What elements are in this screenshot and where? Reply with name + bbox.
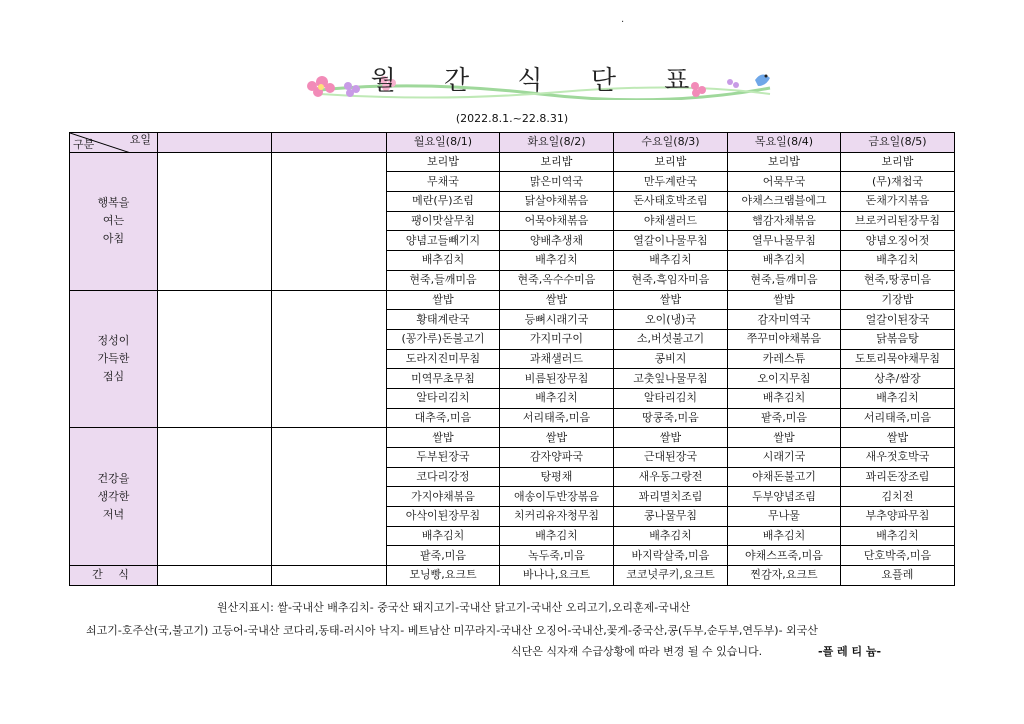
origin-line-2: 쇠고기-호주산(국,불고기) 고등어-국내산 코다리,동태-러시아 낙지- 베트남산 미꾸라지-국내산 오징어-국내산,꽃게-중국산,콩(두부,순두부,연두부)- 외국산 bbox=[86, 624, 818, 637]
empty-cell bbox=[158, 290, 272, 428]
meal-label-line: 정성이 bbox=[97, 333, 130, 347]
menu-item: 대추죽,미음 bbox=[387, 408, 500, 428]
menu-item: 알타리김치 bbox=[387, 388, 500, 408]
menu-item: 야채돈불고기 bbox=[728, 467, 841, 487]
snack-item: 모닝빵,요크트 bbox=[387, 566, 500, 586]
menu-item: 쭈꾸미야채볶음 bbox=[728, 329, 841, 349]
day-header: 화요일(8/2) bbox=[500, 133, 614, 153]
menu-item: 쌀밥 bbox=[728, 428, 841, 448]
menu-item: 쌀밥 bbox=[728, 290, 841, 310]
menu-item: 야채샐러드 bbox=[614, 211, 728, 231]
menu-item: 아삭이된장무침 bbox=[387, 507, 500, 527]
notice-text: 식단은 식자재 수급상황에 따라 변경 될 수 있습니다. bbox=[511, 645, 763, 658]
menu-item: 근대된장국 bbox=[614, 448, 728, 468]
empty-header-cell bbox=[272, 133, 387, 153]
menu-item: 감자미역국 bbox=[728, 310, 841, 330]
signature: -플 레 티 늄- bbox=[818, 645, 882, 658]
menu-item: 현죽,땅콩미음 bbox=[841, 270, 955, 290]
menu-item: 미역무초무침 bbox=[387, 369, 500, 389]
meal-label-line: 가득한 bbox=[97, 351, 130, 365]
menu-item: 두부된장국 bbox=[387, 448, 500, 468]
breakfast-row bbox=[70, 152, 955, 172]
menu-item: 열무나물무침 bbox=[728, 231, 841, 251]
snack-item: 찐감자,요크트 bbox=[728, 566, 841, 586]
menu-item: 기장밥 bbox=[841, 290, 955, 310]
snack-item: 요플레 bbox=[841, 566, 955, 586]
menu-item: 양념오징어젓 bbox=[841, 231, 955, 251]
menu-item: 과채샐러드 bbox=[500, 349, 614, 369]
menu-item: 배추김치 bbox=[500, 251, 614, 271]
menu-item: 양념고들빼기지 bbox=[387, 231, 500, 251]
menu-item: 바지락살죽,미음 bbox=[614, 546, 728, 566]
menu-item: 배추김치 bbox=[841, 388, 955, 408]
menu-item: 시래기국 bbox=[728, 448, 841, 468]
menu-item: 애송이두반장볶음 bbox=[500, 487, 614, 507]
title-banner bbox=[300, 58, 780, 100]
menu-item: 치커리유자청무침 bbox=[500, 507, 614, 527]
menu-item: 배추김치 bbox=[614, 526, 728, 546]
menu-item: 도라지진미무침 bbox=[387, 349, 500, 369]
menu-item: 서리태죽,미음 bbox=[841, 408, 955, 428]
menu-item: 돈채가지볶음 bbox=[841, 192, 955, 212]
menu-item: 현죽,흑임자미음 bbox=[614, 270, 728, 290]
menu-item: 배추김치 bbox=[500, 388, 614, 408]
menu-item: 꽈리돈장조림 bbox=[841, 467, 955, 487]
menu-item: (무)재첩국 bbox=[841, 172, 955, 192]
menu-item: 알타리김치 bbox=[614, 388, 728, 408]
menu-item: 코다리강정 bbox=[387, 467, 500, 487]
menu-item: 보리밥 bbox=[728, 152, 841, 172]
menu-item: 쌀밥 bbox=[500, 290, 614, 310]
stray-dot: . bbox=[621, 14, 625, 25]
meal-label-line: 아침 bbox=[102, 232, 125, 246]
menu-item: 녹두죽,미음 bbox=[500, 546, 614, 566]
menu-item: 쌀밥 bbox=[614, 290, 728, 310]
menu-item: 쌀밥 bbox=[841, 428, 955, 448]
menu-item: 만두계란국 bbox=[614, 172, 728, 192]
meal-label-line: 여는 bbox=[102, 214, 125, 228]
menu-item: 고춧잎나물무침 bbox=[614, 369, 728, 389]
menu-item: 황태계란국 bbox=[387, 310, 500, 330]
meal-label-line: 점심 bbox=[102, 369, 125, 383]
menu-item: 닭살야채볶음 bbox=[500, 192, 614, 212]
meal-label-line: 생각한 bbox=[97, 489, 130, 503]
origin-line-1: 원산지표시: 쌀-국내산 배추김치- 중국산 돼지고기-국내산 닭고기-국내산 오리고기,오리훈제-국내산 bbox=[217, 601, 691, 614]
menu-item: (꽁가루)돈불고기 bbox=[387, 329, 500, 349]
menu-item: 맑은미역국 bbox=[500, 172, 614, 192]
page-title: 월 간 식 단 표 bbox=[370, 66, 710, 96]
menu-item: 콩나물무침 bbox=[614, 507, 728, 527]
menu-item: 배추김치 bbox=[387, 251, 500, 271]
menu-item: 어묵무국 bbox=[728, 172, 841, 192]
menu-item: 열갈이나물무침 bbox=[614, 231, 728, 251]
menu-item: 보리밥 bbox=[841, 152, 955, 172]
menu-item: 배추김치 bbox=[841, 526, 955, 546]
dinner-row bbox=[70, 428, 955, 448]
dinner-label bbox=[70, 428, 158, 566]
header-row bbox=[70, 133, 955, 153]
empty-cell bbox=[272, 290, 387, 428]
empty-cell bbox=[272, 152, 387, 290]
menu-item: 보리밥 bbox=[387, 152, 500, 172]
meal-label-line: 건강을 bbox=[97, 471, 130, 485]
menu-item: 야채스프죽,미음 bbox=[728, 546, 841, 566]
menu-item: 콩비지 bbox=[614, 349, 728, 369]
gubun-label: 구분 bbox=[73, 137, 95, 151]
day-header: 목요일(8/4) bbox=[728, 133, 841, 153]
menu-item: 브로커리된장무침 bbox=[841, 211, 955, 231]
menu-item: 팽이맛살무침 bbox=[387, 211, 500, 231]
lunch-row bbox=[70, 290, 955, 310]
menu-item: 배추김치 bbox=[841, 251, 955, 271]
menu-item: 야채스크램블에그 bbox=[728, 192, 841, 212]
menu-item: 햄감자채볶음 bbox=[728, 211, 841, 231]
empty-cell bbox=[272, 566, 387, 586]
day-header: 수요일(8/3) bbox=[614, 133, 728, 153]
menu-item: 오이(냉)국 bbox=[614, 310, 728, 330]
menu-item: 닭볶음탕 bbox=[841, 329, 955, 349]
empty-cell bbox=[158, 428, 272, 566]
menu-item: 현죽,들깨미음 bbox=[728, 270, 841, 290]
snack-item: 코코넛쿠키,요크트 bbox=[614, 566, 728, 586]
snack-row bbox=[70, 566, 955, 586]
menu-item: 돈사태호박조림 bbox=[614, 192, 728, 212]
menu-item: 도토리묵야채무침 bbox=[841, 349, 955, 369]
menu-item: 양배추생채 bbox=[500, 231, 614, 251]
empty-cell bbox=[158, 566, 272, 586]
menu-item: 부추양파무침 bbox=[841, 507, 955, 527]
meal-label-line: 행복을 bbox=[97, 196, 130, 210]
menu-item: 상추/쌈장 bbox=[841, 369, 955, 389]
menu-item: 탕평채 bbox=[500, 467, 614, 487]
menu-item: 새우젓호박국 bbox=[841, 448, 955, 468]
menu-item: 쌀밥 bbox=[614, 428, 728, 448]
menu-item: 김치전 bbox=[841, 487, 955, 507]
menu-item: 두부양념조림 bbox=[728, 487, 841, 507]
menu-item: 팥죽,미음 bbox=[728, 408, 841, 428]
menu-item: 현죽,들깨미음 bbox=[387, 270, 500, 290]
menu-item: 비름된장무침 bbox=[500, 369, 614, 389]
menu-item: 오이지무침 bbox=[728, 369, 841, 389]
breakfast-label bbox=[70, 152, 158, 290]
menu-item: 꽈리멸치조림 bbox=[614, 487, 728, 507]
date-range: (2022.8.1.~22.8.31) bbox=[455, 112, 569, 125]
menu-item: 얼갈이된장국 bbox=[841, 310, 955, 330]
menu-item: 배추김치 bbox=[387, 526, 500, 546]
menu-item: 땅콩죽,미음 bbox=[614, 408, 728, 428]
menu-item: 보리밥 bbox=[614, 152, 728, 172]
menu-item: 팥죽,미음 bbox=[387, 546, 500, 566]
menu-item: 배추김치 bbox=[728, 251, 841, 271]
menu-item: 배추김치 bbox=[728, 388, 841, 408]
snack-label: 간 식 bbox=[70, 566, 158, 586]
menu-item: 등뼈시래기국 bbox=[500, 310, 614, 330]
menu-item: 카레스튜 bbox=[728, 349, 841, 369]
header-corner-cell bbox=[70, 133, 158, 153]
menu-item: 현죽,옥수수미음 bbox=[500, 270, 614, 290]
day-header: 월요일(8/1) bbox=[387, 133, 500, 153]
empty-cell bbox=[158, 152, 272, 290]
day-header: 금요일(8/5) bbox=[841, 133, 955, 153]
menu-item: 소,버섯불고기 bbox=[614, 329, 728, 349]
meal-label-line: 저녁 bbox=[102, 507, 125, 521]
menu-item: 단호박죽,미음 bbox=[841, 546, 955, 566]
menu-item: 쌀밥 bbox=[387, 428, 500, 448]
menu-item: 쌀밥 bbox=[387, 290, 500, 310]
menu-item: 배추김치 bbox=[614, 251, 728, 271]
lunch-label bbox=[70, 290, 158, 428]
menu-item: 메란(무)조림 bbox=[387, 192, 500, 212]
menu-item: 배추김치 bbox=[500, 526, 614, 546]
menu-item: 가지미구이 bbox=[500, 329, 614, 349]
menu-table bbox=[69, 132, 955, 586]
empty-cell bbox=[272, 428, 387, 566]
menu-item: 배추김치 bbox=[728, 526, 841, 546]
menu-item: 새우동그랑전 bbox=[614, 467, 728, 487]
menu-item: 쌀밥 bbox=[500, 428, 614, 448]
snack-item: 바나나,요크트 bbox=[500, 566, 614, 586]
empty-header-cell bbox=[158, 133, 272, 153]
menu-item: 무채국 bbox=[387, 172, 500, 192]
menu-item: 무나물 bbox=[728, 507, 841, 527]
menu-item: 어묵야채볶음 bbox=[500, 211, 614, 231]
menu-item: 서리태죽,미음 bbox=[500, 408, 614, 428]
menu-item: 감자양파국 bbox=[500, 448, 614, 468]
menu-item: 가지야채볶음 bbox=[387, 487, 500, 507]
yoil-label: 요일 bbox=[129, 133, 151, 146]
menu-item: 보리밥 bbox=[500, 152, 614, 172]
